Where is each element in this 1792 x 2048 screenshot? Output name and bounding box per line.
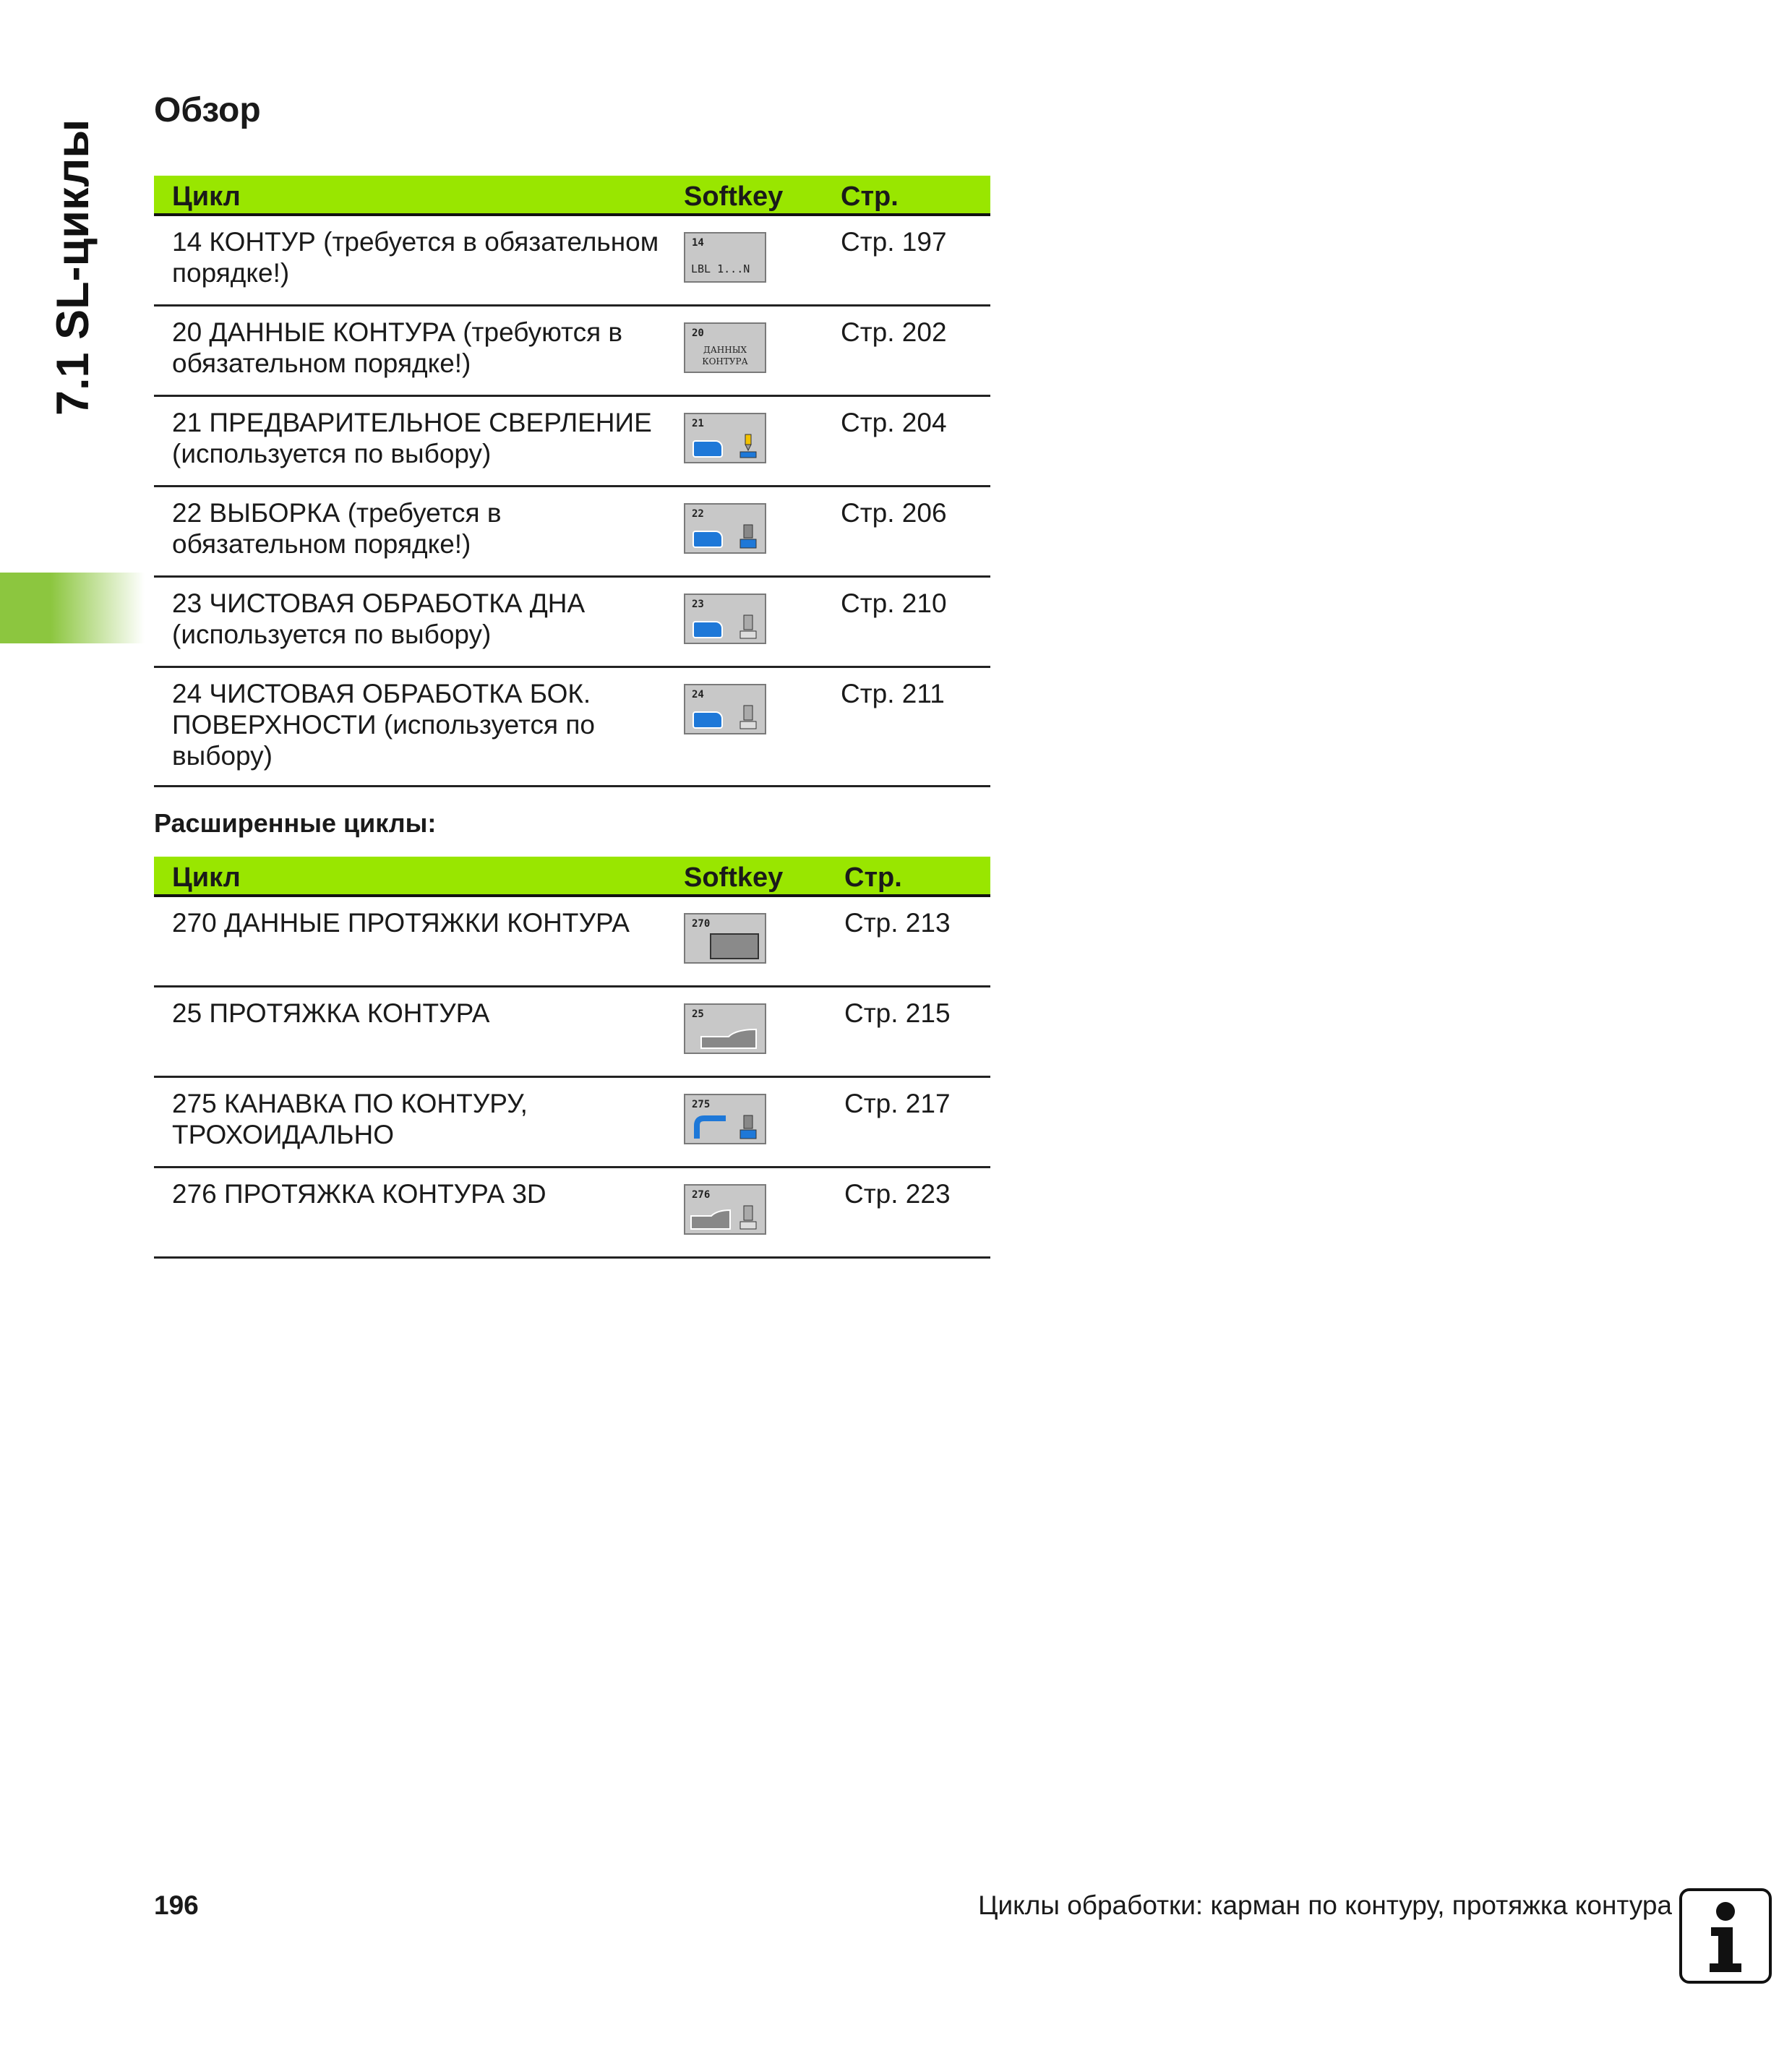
cycle-name: 25 ПРОТЯЖКА КОНТУРА [172,998,490,1028]
page-ref: Стр. 213 [844,908,951,938]
section-subheading: Расширенные циклы: [154,808,437,838]
contour-profile-icon [700,1027,758,1050]
chapter-tab-marker [0,573,145,643]
softkey-276[interactable] [684,1184,766,1235]
softkey-275[interactable] [684,1094,766,1144]
page-ref: Стр. 202 [841,317,947,347]
softkey-23[interactable] [684,594,766,644]
page-ref: Стр. 197 [841,227,947,257]
extended-cycles-table [154,857,990,1259]
floor-finish-icon [739,614,758,640]
softkey-24[interactable] [684,684,766,734]
page-ref: Стр. 211 [841,679,945,708]
softkey-label: LBL 1...N [691,262,750,275]
cycle-name: 23 ЧИСТОВАЯ ОБРАБОТКА ДНА (используется по выбору) [172,588,586,649]
header-page: Стр. [841,181,899,212]
softkey-20[interactable] [684,322,766,373]
cycles-table [154,176,990,787]
milling-tool-icon [739,1114,758,1140]
softkey-number: 276 [692,1189,711,1201]
softkey-number: 24 [692,689,704,700]
footer-title: Циклы обработки: карман по контуру, протяжка контура [978,1890,1672,1920]
softkey-25[interactable] [684,1003,766,1054]
softkey-number: 270 [692,918,711,930]
contour-data-icon [710,933,759,959]
cycle-name: 14 КОНТУР (требуется в обязательном порядке!) [172,227,659,288]
softkey-270[interactable] [684,913,766,964]
contour-3d-icon [690,1207,732,1230]
softkey-21[interactable] [684,413,766,463]
softkey-number: 21 [692,418,704,429]
table-row [154,578,990,668]
softkey-label: ДАННЫХ КОНТУРА [702,345,748,367]
header-softkey: Softkey [684,181,784,212]
cycle-name: 20 ДАННЫЕ КОНТУРА (требуются в обязательном порядке!) [172,317,623,378]
info-icon[interactable] [1679,1888,1772,1984]
tool-icon [739,1204,758,1230]
trochoidal-slot-icon [693,1114,729,1140]
table-row [154,1168,990,1259]
cycle-name: 270 ДАННЫЕ ПРОТЯЖКИ КОНТУРА [172,908,630,938]
drill-icon [739,433,758,459]
cycle-name: 275 КАНАВКА ПО КОНТУРУ, ТРОХОИДАЛЬНО [172,1089,528,1149]
cycle-name: 22 ВЫБОРКА (требуется в обязательном порядке!) [172,498,502,559]
table-header [154,176,990,216]
softkey-number: 275 [692,1099,711,1110]
cycle-name: 24 ЧИСТОВАЯ ОБРАБОТКА БОК. ПОВЕРХНОСТИ (используется по выбору) [172,679,595,771]
cycle-name: 276 ПРОТЯЖКА КОНТУРА 3D [172,1179,546,1209]
pocket-shape-icon [693,711,723,729]
table-row [154,987,990,1078]
page-ref: Стр. 206 [841,498,947,528]
softkey-number: 20 [692,327,704,339]
table-row [154,307,990,397]
header-softkey: Softkey [684,862,784,893]
pocket-shape-icon [693,621,723,638]
page-heading: Обзор [154,91,261,129]
header-page: Стр. [844,862,902,893]
pocket-shape-icon [693,531,723,548]
page-ref: Стр. 215 [844,998,951,1028]
page-ref: Стр. 217 [844,1089,951,1118]
chapter-side-title: 7.1 SL-циклы [48,119,98,416]
table-row [154,1078,990,1168]
softkey-14[interactable] [684,232,766,283]
pocket-shape-icon [693,440,723,458]
page-number: 196 [154,1890,199,1920]
cycle-name: 21 ПРЕДВАРИТЕЛЬНОЕ СВЕРЛЕНИЕ (используется по выбору) [172,408,652,468]
softkey-number: 14 [692,237,704,249]
milling-tool-icon [739,523,758,549]
softkey-22[interactable] [684,503,766,554]
side-finish-icon [739,704,758,730]
table-row [154,397,990,487]
table-header [154,857,990,897]
table-row [154,487,990,578]
page-ref: Стр. 210 [841,588,947,618]
table-row [154,897,990,987]
page-ref: Стр. 223 [844,1179,951,1209]
header-cycle: Цикл [172,181,241,212]
page-ref: Стр. 204 [841,408,947,437]
table-row [154,216,990,307]
softkey-number: 23 [692,599,704,610]
softkey-number: 25 [692,1008,704,1020]
info-glyph-icon [1682,1891,1769,1981]
header-cycle: Цикл [172,862,241,893]
table-row [154,668,990,787]
softkey-number: 22 [692,508,704,520]
